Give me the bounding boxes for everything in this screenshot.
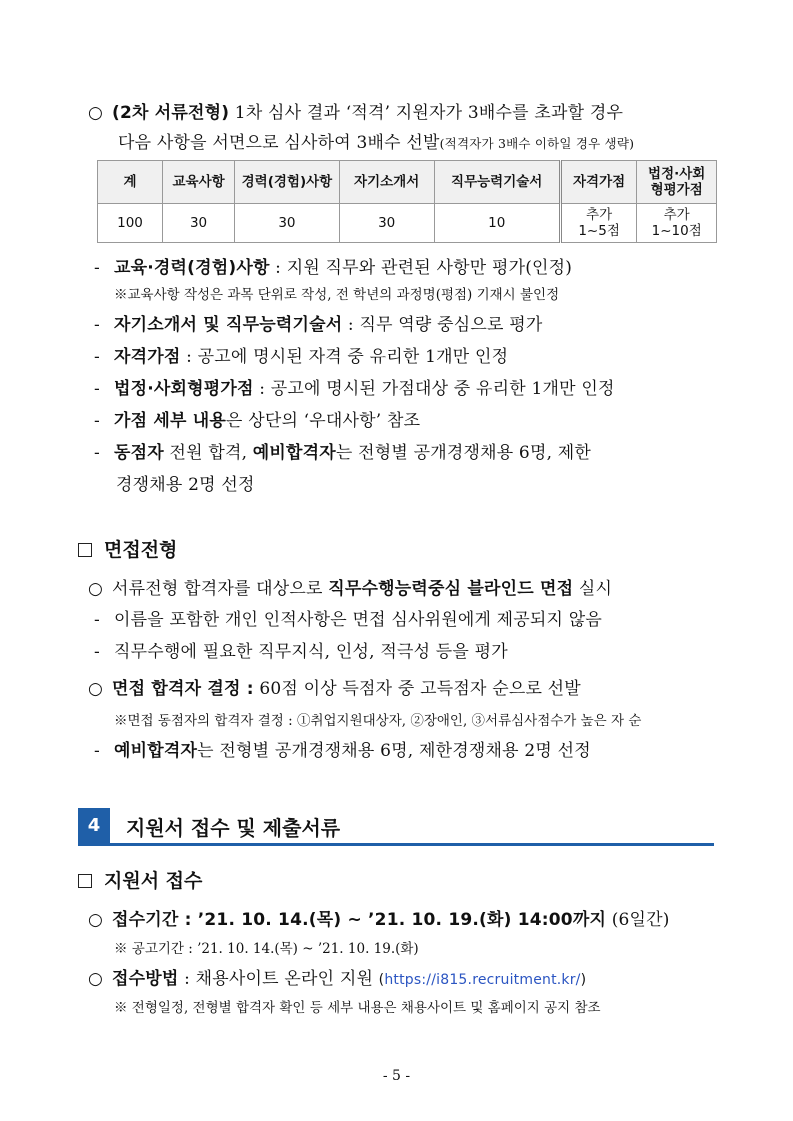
dash-bullet: - <box>94 315 100 335</box>
method-text: : 채용사이트 온라인 지원 <box>178 969 379 989</box>
header-experience: 경력(경험)사항 <box>235 161 340 204</box>
page-number: - 5 - <box>382 1068 411 1084</box>
header-qualification-bonus: 자격가점 <box>560 161 637 204</box>
link-paren: ) <box>580 972 587 988</box>
bullet-text: 은 상단의 ‘우대사항’ 참조 <box>225 411 421 431</box>
dash-bullet: - <box>94 411 100 431</box>
circle-bullet: ○ <box>88 103 104 123</box>
circle-bullet: ○ <box>88 579 104 599</box>
bullet-text: 전원 합격, <box>163 443 253 463</box>
bullet-education-experience <box>94 253 572 278</box>
reserve-label: 예비합격자 <box>114 741 198 761</box>
recruitment-site-link[interactable]: https://i815.recruitment.kr/ <box>384 972 581 988</box>
announcement-period-note: ※ 공고기간 : ’21. 10. 14.(목) ~ ’21. 10. 19.(화) <box>114 941 419 957</box>
interview-tie-note: ※면접 동점자의 합격자 결정 : ①취업지원대상자, ②장애인, ③서류심사점수가 높은 자 순 <box>114 713 642 729</box>
section-number: 4 <box>78 808 110 844</box>
period-days: (6일간) <box>606 910 670 930</box>
bullet-bold: 예비합격자 <box>252 443 336 463</box>
bullet-bonus-detail <box>94 406 420 431</box>
cell-job-competency: 10 <box>434 204 560 243</box>
application-heading <box>78 866 202 893</box>
header-social-bonus: 법정·사회 형평가점 <box>637 161 717 204</box>
application-period <box>88 905 670 930</box>
interview-text: 실시 <box>573 579 613 599</box>
method-label: 접수방법 <box>112 969 179 989</box>
dash-bullet: - <box>94 741 100 761</box>
section-title: 지원서 접수 및 제출서류 <box>126 816 341 840</box>
header-self-intro: 자기소개서 <box>339 161 434 204</box>
square-bullet-icon <box>78 874 92 888</box>
decision-text: 60점 이상 득점자 중 고득점자 순으로 선발 <box>253 679 581 699</box>
period-label: 접수기간 : ’21. 10. 14.(목) ~ ’21. 10. 19.(화) 14:00까지 <box>112 910 607 930</box>
schedule-note: ※ 전형일정, 전형별 합격자 확인 등 세부 내용은 채용사이트 및 홈페이지 공지 참조 <box>114 1000 601 1016</box>
interview-line3 <box>94 637 508 662</box>
bullet-bold: 법정·사회형평가점 <box>114 379 254 399</box>
screening-intro-line1 <box>88 98 623 123</box>
cell-social-bonus: 추가 1~10점 <box>637 204 717 243</box>
header-total: 계 <box>98 161 163 204</box>
screening-skip-note: (적격자가 3배수 이하일 경우 생략) <box>439 136 635 151</box>
cell-education: 30 <box>163 204 235 243</box>
bullet-bold: 자기소개서 및 직무능력기술서 <box>114 315 343 335</box>
decision-label: 면접 합격자 결정 : <box>112 679 254 699</box>
interview-line2 <box>94 605 602 630</box>
bullet-tie-line2: 경쟁채용 2명 선정 <box>116 475 255 495</box>
square-bullet-icon <box>78 543 92 557</box>
bullet-tie-line1 <box>94 438 591 463</box>
header-job-competency: 직무능력기술서 <box>434 161 560 204</box>
bullet-text: : 직무 역량 중심으로 평가 <box>342 315 543 335</box>
application-title: 지원서 접수 <box>104 870 203 892</box>
bullet-self-intro <box>94 310 543 335</box>
cell-self-intro: 30 <box>339 204 434 243</box>
bullet-social-bonus <box>94 374 615 399</box>
bullet-bold: 교육·경력(경험)사항 <box>114 258 270 278</box>
circle-bullet: ○ <box>88 910 104 930</box>
interview-text: 직무수행에 필요한 직무지식, 인성, 적극성 등을 평가 <box>114 642 508 662</box>
application-method <box>88 964 586 989</box>
bullet-text: : 공고에 명시된 자격 중 유리한 1개만 인정 <box>180 347 509 367</box>
score-table-row <box>98 204 717 243</box>
score-table <box>97 160 717 243</box>
interview-text: 서류전형 합격자를 대상으로 <box>112 579 329 599</box>
bullet-bold: 자격가점 <box>114 347 181 367</box>
interview-title: 면접전형 <box>104 539 178 561</box>
interview-line1 <box>88 574 612 599</box>
bullet-text: : 지원 직무와 관련된 사항만 평가(인정) <box>269 258 573 278</box>
section-underline <box>78 843 714 846</box>
bullet-text: 는 전형별 공개경쟁채용 6명, 제한 <box>335 443 592 463</box>
interview-text: 이름을 포함한 개인 인적사항은 면접 심사위원에게 제공되지 않음 <box>114 610 603 630</box>
dash-bullet: - <box>94 379 100 399</box>
bullet-text: : 공고에 명시된 가점대상 중 유리한 1개만 인정 <box>253 379 615 399</box>
dash-bullet: - <box>94 642 100 662</box>
dash-bullet: - <box>94 443 100 463</box>
bullet-bold: 가점 세부 내용 <box>114 411 226 431</box>
circle-bullet: ○ <box>88 969 104 989</box>
dash-bullet: - <box>94 610 100 630</box>
bullet-bold: 동점자 <box>114 443 164 463</box>
screening-intro-text: 1차 심사 결과 ‘적격’ 지원자가 3배수를 초과할 경우 <box>229 103 624 123</box>
cell-experience: 30 <box>235 204 340 243</box>
dash-bullet: - <box>94 258 100 278</box>
bullet-qualification <box>94 342 508 367</box>
circle-bullet: ○ <box>88 679 104 699</box>
education-note: ※교육사항 작성은 과목 단위로 작성, 전 학년의 과정명(평점) 기재시 불인정 <box>114 287 560 303</box>
screening-intro-line2 <box>118 128 634 153</box>
screening-intro-line2-text: 다음 사항을 서면으로 심사하여 3배수 선발 <box>118 133 440 153</box>
header-education: 교육사항 <box>163 161 235 204</box>
link-paren: ( <box>378 972 385 988</box>
reserve-text: 는 전형별 공개경쟁채용 6명, 제한경쟁채용 2명 선정 <box>197 741 591 761</box>
interview-heading <box>78 535 177 562</box>
score-table-header <box>98 161 717 204</box>
interview-decision <box>88 674 581 699</box>
dash-bullet: - <box>94 347 100 367</box>
cell-total: 100 <box>98 204 163 243</box>
blind-interview-label: 직무수행능력중심 블라인드 면접 <box>328 579 574 599</box>
interview-reserve <box>94 736 591 761</box>
second-screening-label: (2차 서류전형) <box>112 103 230 123</box>
cell-qualification-bonus: 추가 1~5점 <box>560 204 637 243</box>
